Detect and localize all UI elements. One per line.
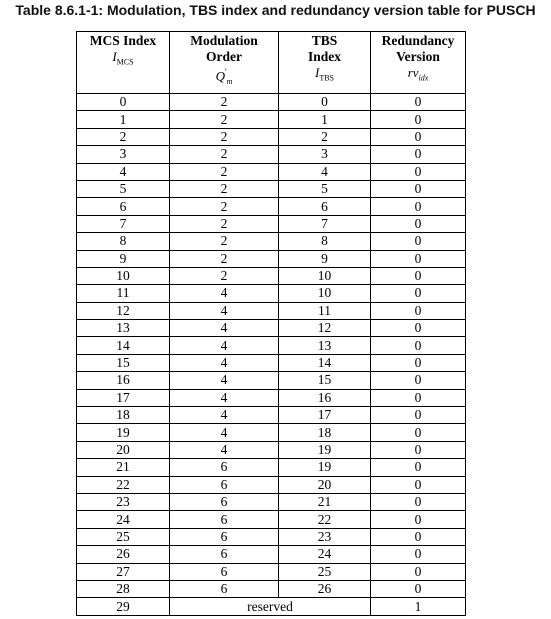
cell-redundancy-version: 0 [371,302,466,319]
cell-modulation-order: 4 [170,407,279,424]
header-label-2: Index [307,49,341,64]
cell-tbs-index: 4 [279,163,371,180]
cell-mcs-index: 16 [77,372,170,389]
header-label-2: Order [206,49,242,64]
cell-redundancy-version: 0 [371,320,466,337]
cell-tbs-index: 14 [279,354,371,371]
cell-redundancy-version: 0 [371,476,466,493]
cell-tbs-index: 6 [279,198,371,215]
cell-mcs-index: 19 [77,424,170,441]
cell-modulation-order: 2 [170,250,279,267]
table-row [77,163,466,180]
cell-tbs-index: 26 [279,580,371,597]
cell-mcs-index: 14 [77,337,170,354]
cell-mcs-index: 17 [77,389,170,406]
cell-tbs-index: 19 [279,459,371,476]
cell-redundancy-version: 0 [371,546,466,563]
cell-modulation-order: 2 [170,180,279,197]
table-row [77,337,466,354]
cell-modulation-order: 4 [170,389,279,406]
table-row [77,180,466,197]
cell-redundancy-version: 0 [371,163,466,180]
cell-tbs-index: 22 [279,511,371,528]
cell-redundancy-version: 0 [371,146,466,163]
header-row [77,32,466,94]
header-mcs-index [77,32,170,94]
cell-mcs-index: 0 [77,94,170,111]
cell-mcs-index: 21 [77,459,170,476]
cell-modulation-order: 4 [170,372,279,389]
cell-tbs-index: 3 [279,146,371,163]
cell-redundancy-version: 0 [371,250,466,267]
cell-mcs-index: 25 [77,528,170,545]
symbol-i-tbs: $I_{TBS}$ [314,65,334,83]
table-body [77,94,466,616]
header-label-2: Version [396,49,440,64]
cell-modulation-order: 2 [170,267,279,284]
cell-redundancy-version: 1 [371,598,466,615]
table-row [77,320,466,337]
cell-mcs-index: 8 [77,233,170,250]
header-redundancy-version [371,32,466,94]
cell-mcs-index: 18 [77,407,170,424]
cell-tbs-index: 15 [279,372,371,389]
cell-modulation-order: 2 [170,215,279,232]
cell-mcs-index: 6 [77,198,170,215]
header-modulation-order [170,32,279,94]
cell-tbs-index: 23 [279,528,371,545]
cell-modulation-order: 4 [170,441,279,458]
cell-mcs-index: 13 [77,320,170,337]
cell-redundancy-version: 0 [371,389,466,406]
cell-mcs-index: 27 [77,563,170,580]
pusch-mcs-table [76,31,466,616]
table-row [77,285,466,302]
table-row [77,233,466,250]
cell-mcs-index: 28 [77,580,170,597]
cell-reserved: reserved [170,598,371,615]
cell-tbs-index: 2 [279,128,371,145]
cell-tbs-index: 21 [279,493,371,510]
cell-modulation-order: 6 [170,476,279,493]
cell-redundancy-version: 0 [371,424,466,441]
cell-tbs-index: 11 [279,302,371,319]
cell-modulation-order: 2 [170,163,279,180]
cell-mcs-index: 3 [77,146,170,163]
header-label: TBS [311,33,338,48]
cell-mcs-index: 1 [77,111,170,128]
cell-modulation-order: 4 [170,354,279,371]
cell-mcs-index: 5 [77,180,170,197]
table-row [77,441,466,458]
cell-tbs-index: 18 [279,424,371,441]
cell-modulation-order: 4 [170,337,279,354]
table-row [77,511,466,528]
cell-redundancy-version: 0 [371,233,466,250]
table-row [77,94,466,111]
table-row [77,111,466,128]
cell-modulation-order: 2 [170,128,279,145]
cell-redundancy-version: 0 [371,459,466,476]
cell-tbs-index: 24 [279,546,371,563]
cell-tbs-index: 1 [279,111,371,128]
cell-tbs-index: 5 [279,180,371,197]
cell-modulation-order: 4 [170,285,279,302]
cell-redundancy-version: 0 [371,128,466,145]
table-row [77,354,466,371]
table-row [77,389,466,406]
cell-redundancy-version: 0 [371,354,466,371]
table-row [77,563,466,580]
header-label: Modulation [190,33,258,48]
cell-redundancy-version: 0 [371,441,466,458]
table-row [77,198,466,215]
cell-modulation-order: 2 [170,146,279,163]
cell-mcs-index: 11 [77,285,170,302]
cell-mcs-index: 10 [77,267,170,284]
symbol-i-mcs: $I_{MCS}$ [112,49,134,67]
cell-tbs-index: 7 [279,215,371,232]
cell-mcs-index: 26 [77,546,170,563]
cell-redundancy-version: 0 [371,580,466,597]
cell-redundancy-version: 0 [371,94,466,111]
cell-modulation-order: 2 [170,94,279,111]
cell-mcs-index: 29 [77,598,170,615]
cell-modulation-order: 2 [170,233,279,250]
cell-modulation-order: 2 [170,198,279,215]
cell-mcs-index: 7 [77,215,170,232]
cell-mcs-index: 4 [77,163,170,180]
cell-mcs-index: 22 [77,476,170,493]
header-label: MCS Index [89,33,157,48]
cell-tbs-index: 12 [279,320,371,337]
table-row [77,476,466,493]
cell-mcs-index: 2 [77,128,170,145]
table-row [77,250,466,267]
cell-redundancy-version: 0 [371,372,466,389]
cell-modulation-order: 6 [170,511,279,528]
table-row [77,407,466,424]
cell-redundancy-version: 0 [371,563,466,580]
cell-modulation-order: 6 [170,546,279,563]
cell-mcs-index: 12 [77,302,170,319]
table-row [77,146,466,163]
table-row [77,215,466,232]
cell-mcs-index: 9 [77,250,170,267]
cell-redundancy-version: 0 [371,337,466,354]
table-title: Table 8.6.1-1: Modulation, TBS index and redundancy version table for PUSCH [15,2,536,18]
cell-tbs-index: 8 [279,233,371,250]
cell-tbs-index: 13 [279,337,371,354]
cell-tbs-index: 20 [279,476,371,493]
cell-modulation-order: 4 [170,424,279,441]
table-row [77,128,466,145]
cell-redundancy-version: 0 [371,267,466,284]
cell-modulation-order: 6 [170,493,279,510]
header-tbs-index [279,32,371,94]
symbol-rv-idx: $rv_{idx}$ [407,65,429,83]
symbol-q-m: $Q'_m$ [215,67,233,86]
cell-redundancy-version: 0 [371,198,466,215]
cell-mcs-index: 15 [77,354,170,371]
cell-redundancy-version: 0 [371,180,466,197]
table-row [77,372,466,389]
table-row [77,546,466,563]
cell-tbs-index: 17 [279,407,371,424]
cell-tbs-index: 19 [279,441,371,458]
cell-tbs-index: 0 [279,94,371,111]
cell-modulation-order: 6 [170,528,279,545]
cell-tbs-index: 16 [279,389,371,406]
cell-tbs-index: 10 [279,285,371,302]
table-row [77,459,466,476]
table-row [77,302,466,319]
cell-modulation-order: 4 [170,302,279,319]
table-row [77,424,466,441]
table-row [77,598,466,615]
cell-redundancy-version: 0 [371,493,466,510]
cell-mcs-index: 24 [77,511,170,528]
cell-mcs-index: 23 [77,493,170,510]
header-label: Redundancy [381,33,455,48]
cell-modulation-order: 2 [170,111,279,128]
cell-tbs-index: 9 [279,250,371,267]
cell-redundancy-version: 0 [371,511,466,528]
table-row [77,267,466,284]
cell-redundancy-version: 0 [371,528,466,545]
cell-modulation-order: 6 [170,563,279,580]
cell-modulation-order: 6 [170,580,279,597]
cell-redundancy-version: 0 [371,215,466,232]
table-row [77,493,466,510]
cell-tbs-index: 10 [279,267,371,284]
cell-modulation-order: 4 [170,320,279,337]
table-row [77,580,466,597]
cell-modulation-order: 6 [170,459,279,476]
cell-redundancy-version: 0 [371,111,466,128]
cell-tbs-index: 25 [279,563,371,580]
cell-redundancy-version: 0 [371,285,466,302]
table-row [77,528,466,545]
cell-redundancy-version: 0 [371,407,466,424]
cell-mcs-index: 20 [77,441,170,458]
